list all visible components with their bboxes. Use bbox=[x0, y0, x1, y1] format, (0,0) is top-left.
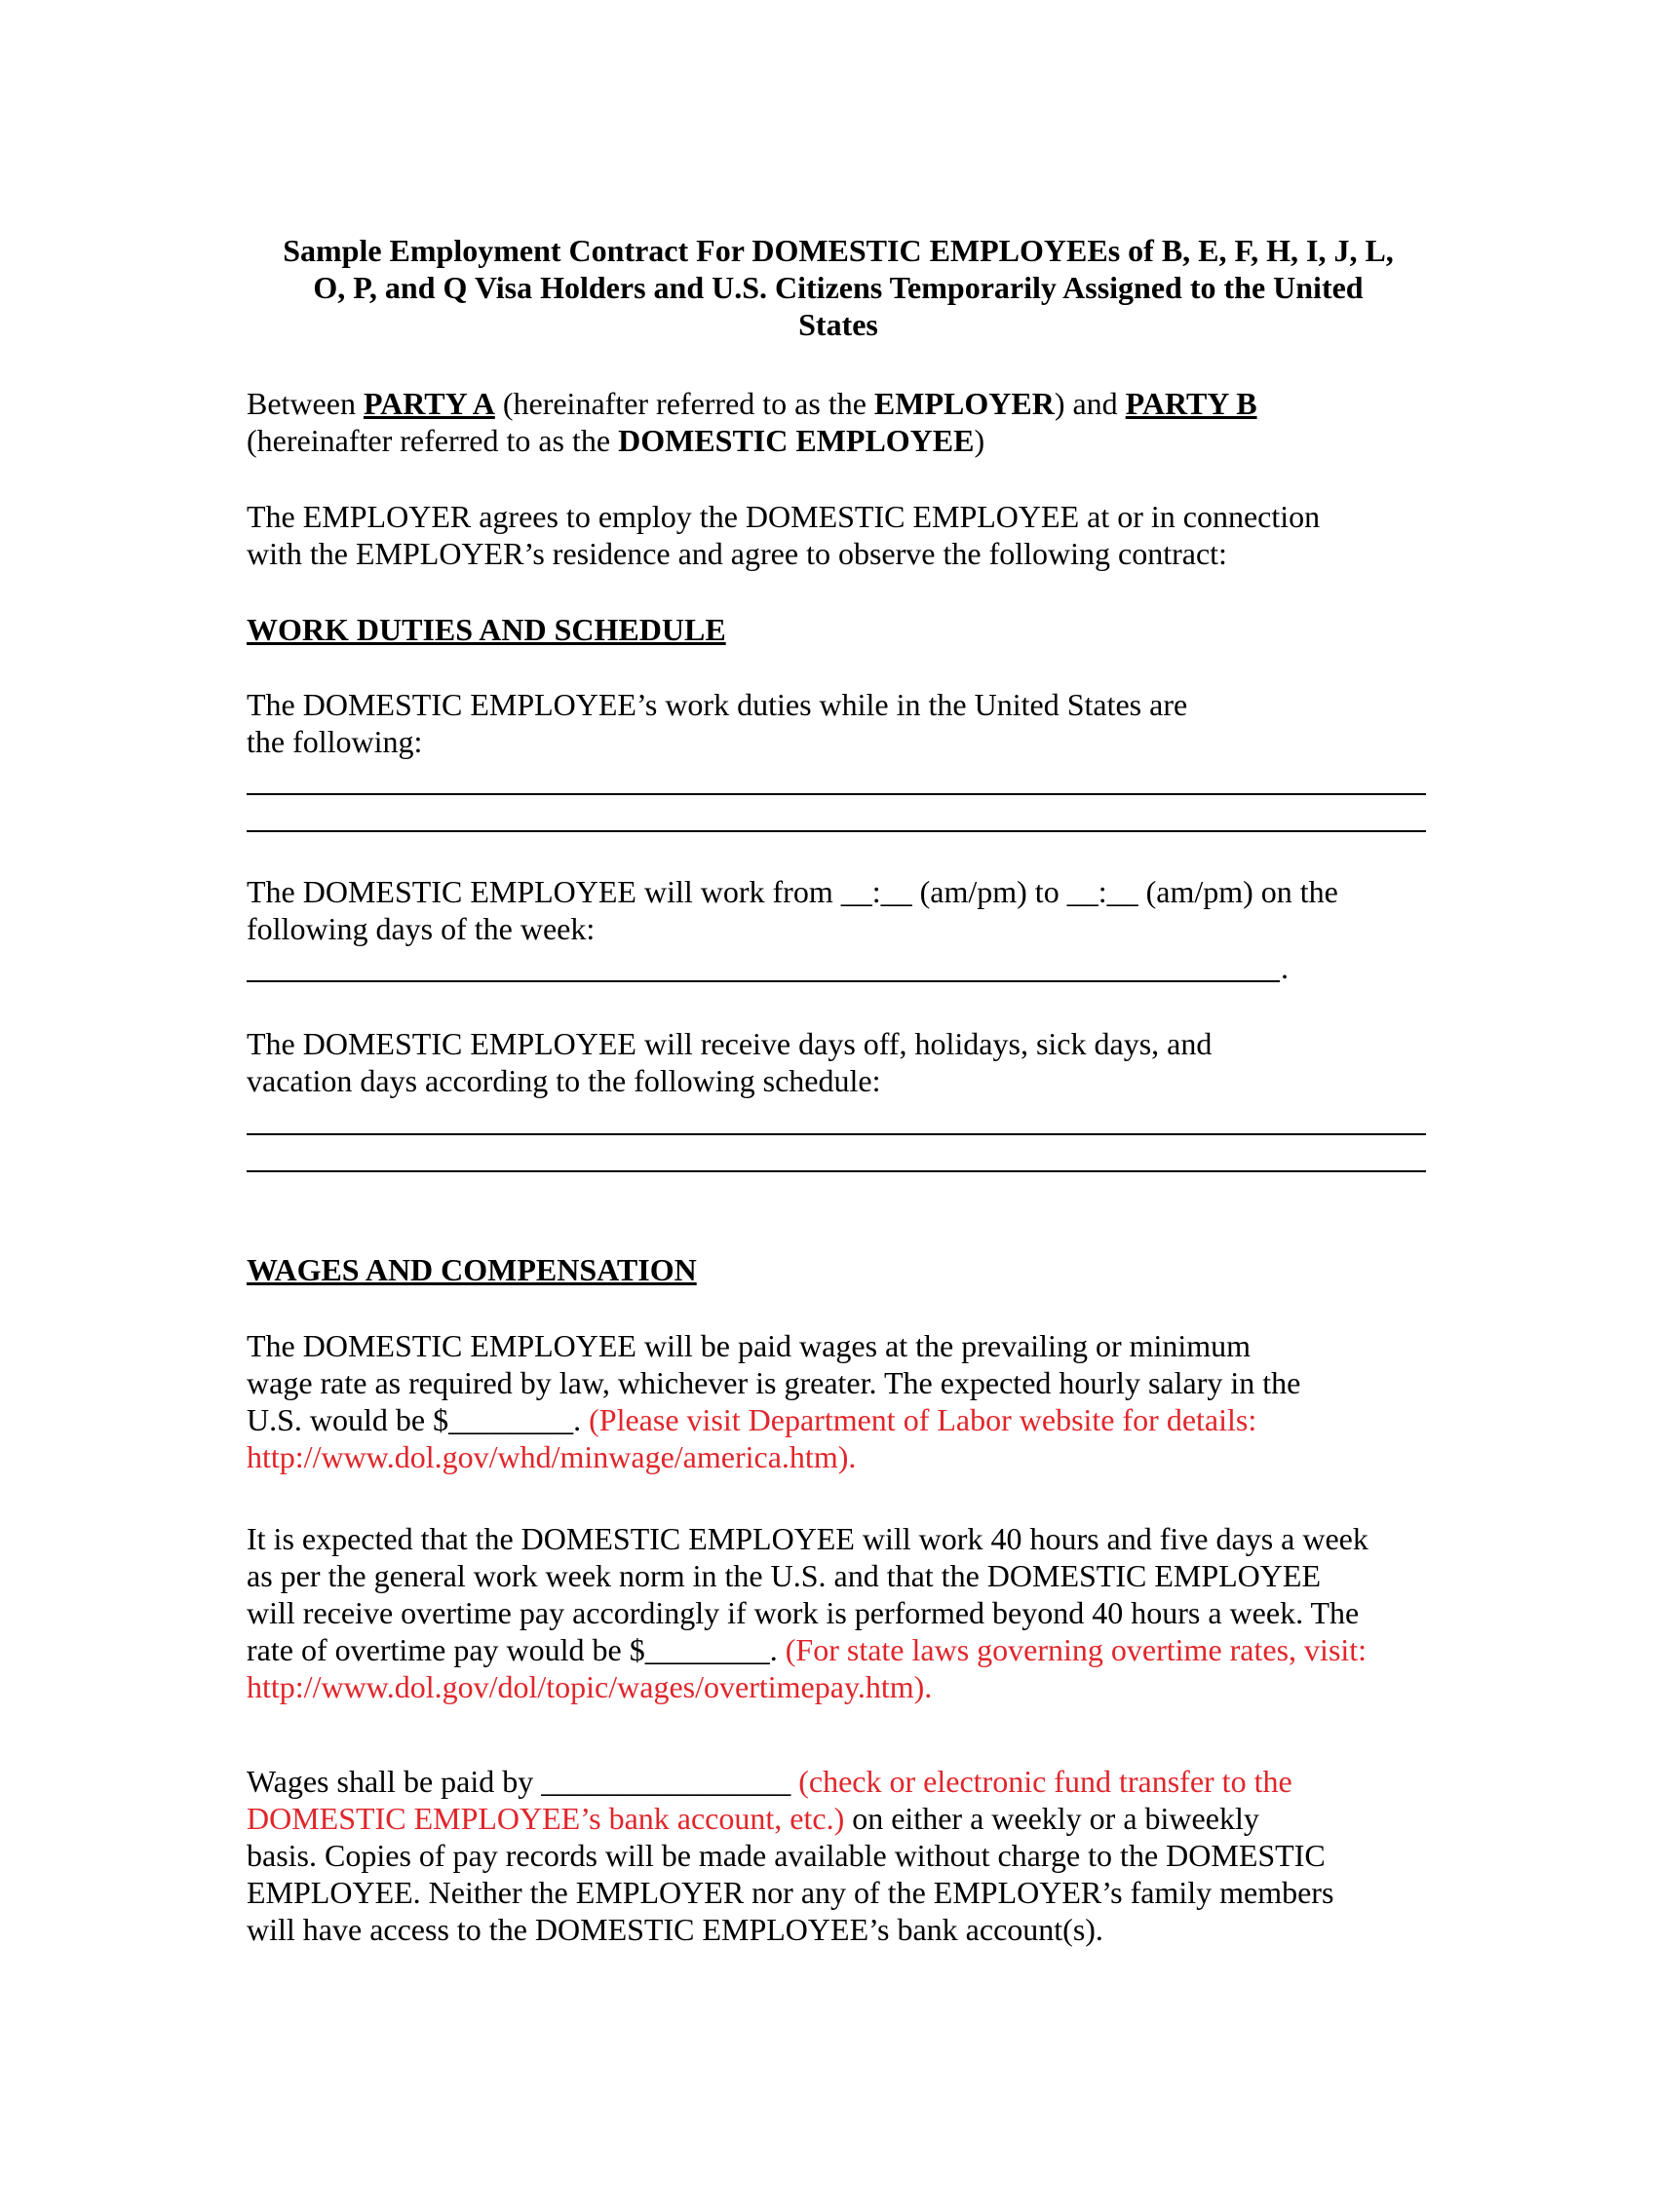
days-off-line-2: vacation days according to the following schedule: bbox=[247, 1063, 881, 1098]
parties-line-2 bbox=[247, 422, 1436, 459]
days-off-paragraph bbox=[247, 1025, 1436, 1099]
dol-note: (Please visit Department of Labor website for details: bbox=[589, 1402, 1257, 1437]
payment-method-note-cont: DOMESTIC EMPLOYEE’s bank account, etc.) bbox=[247, 1801, 845, 1836]
duties-blank-line-1[interactable] bbox=[247, 793, 1426, 795]
intro-line-1: The EMPLOYER agrees to employ the DOMESTIC EMPLOYEE at or in connection bbox=[247, 499, 1321, 534]
wages-p1-line-2: wage rate as required by law, whichever is greater. The expected hourly salary in the bbox=[247, 1365, 1301, 1400]
wages-p3-line-3: basis. Copies of pay records will be made available without charge to the DOMESTIC bbox=[247, 1838, 1326, 1873]
domestic-employee-label: DOMESTIC EMPLOYEE bbox=[618, 423, 975, 458]
payment-method-blank: Wages shall be paid by ________________ bbox=[247, 1764, 799, 1799]
parties-text: Between bbox=[247, 386, 364, 421]
title-line-2: O, P, and Q Visa Holders and U.S. Citizens Temporarily Assigned to the United bbox=[313, 270, 1364, 305]
wages-p3-line-4: EMPLOYEE. Neither the EMPLOYER nor any of the EMPLOYER’s family members bbox=[247, 1875, 1334, 1910]
wages-p3-line-5: will have access to the DOMESTIC EMPLOYEE’s bank account(s). bbox=[247, 1912, 1103, 1947]
hourly-salary-blank: U.S. would be $________. bbox=[247, 1402, 590, 1437]
party-b-label: PARTY B bbox=[1125, 386, 1257, 421]
duties-blank-line-2[interactable] bbox=[247, 830, 1426, 832]
days-off-line-1: The DOMESTIC EMPLOYEE will receive days off, holidays, sick days, and bbox=[247, 1026, 1213, 1061]
title-line-1: Sample Employment Contract For DOMESTIC EMPLOYEEs of B, E, F, H, I, J, L, bbox=[283, 233, 1394, 268]
document-title bbox=[244, 232, 1433, 343]
wages-p2-line-1: It is expected that the DOMESTIC EMPLOYEE will work 40 hours and five days a week bbox=[247, 1521, 1368, 1556]
overtime-url[interactable]: http://www.dol.gov/dol/topic/wages/overtimepay.htm). bbox=[247, 1669, 933, 1704]
overtime-note: (For state laws governing overtime rates, visit: bbox=[785, 1632, 1368, 1667]
work-duties-heading bbox=[247, 611, 1436, 648]
work-days-period: . bbox=[1281, 950, 1289, 985]
intro-line-2: with the EMPLOYER’s residence and agree to observe the following contract: bbox=[247, 536, 1227, 571]
wages-p3-line-1 bbox=[247, 1763, 1436, 1800]
wages-heading bbox=[247, 1251, 1436, 1288]
overtime-rate-blank: rate of overtime pay would be $________. bbox=[247, 1632, 786, 1667]
wages-p2-line-3: will receive overtime pay accordingly if work is performed beyond 40 hours a week. The bbox=[247, 1595, 1360, 1630]
days-off-blank-line-1[interactable] bbox=[247, 1133, 1426, 1135]
wages-p3-line-2 bbox=[247, 1800, 1436, 1837]
hours-line-1: The DOMESTIC EMPLOYEE will work from __:__ (am/pm) to __:__ (am/pm) on the bbox=[247, 874, 1338, 909]
wages-paragraph-1 bbox=[247, 1327, 1436, 1475]
wages-paragraph-2 bbox=[247, 1520, 1436, 1705]
intro-paragraph bbox=[247, 498, 1436, 572]
parties-line-1 bbox=[247, 385, 1436, 422]
wages-p2-line-4 bbox=[247, 1631, 1436, 1668]
employer-label: EMPLOYER bbox=[873, 386, 1055, 421]
wages-p1-line-3 bbox=[247, 1401, 1436, 1438]
work-hours-paragraph bbox=[247, 873, 1436, 947]
payment-frequency-text: on either a weekly or a biweekly bbox=[844, 1801, 1259, 1836]
parties-text: ) bbox=[974, 423, 985, 458]
min-wage-url[interactable]: http://www.dol.gov/whd/minwage/america.htm). bbox=[247, 1439, 857, 1474]
work-duties-heading-text: WORK DUTIES AND SCHEDULE bbox=[247, 612, 726, 647]
parties-text: (hereinafter referred to as the bbox=[247, 423, 619, 458]
parties-text: (hereinafter referred to as the bbox=[494, 386, 874, 421]
title-line-3: States bbox=[798, 307, 878, 342]
duties-line-1: The DOMESTIC EMPLOYEE’s work duties while in the United States are bbox=[247, 687, 1188, 722]
wages-p1-line-1: The DOMESTIC EMPLOYEE will be paid wages at the prevailing or minimum bbox=[247, 1328, 1252, 1363]
work-days-blank-line[interactable] bbox=[247, 980, 1280, 982]
parties-paragraph bbox=[247, 385, 1436, 459]
parties-text: ) and bbox=[1054, 386, 1126, 421]
wages-heading-text: WAGES AND COMPENSATION bbox=[247, 1252, 697, 1287]
duties-paragraph bbox=[247, 686, 1436, 760]
party-a-label: PARTY A bbox=[363, 386, 495, 421]
hours-line-2: following days of the week: bbox=[247, 911, 596, 946]
payment-method-note: (check or electronic fund transfer to the bbox=[798, 1764, 1292, 1799]
wages-paragraph-3 bbox=[247, 1763, 1436, 1948]
wages-p2-line-2: as per the general work week norm in the U.S. and that the DOMESTIC EMPLOYEE bbox=[247, 1558, 1321, 1593]
duties-line-2: the following: bbox=[247, 724, 423, 759]
days-off-blank-line-2[interactable] bbox=[247, 1170, 1426, 1172]
